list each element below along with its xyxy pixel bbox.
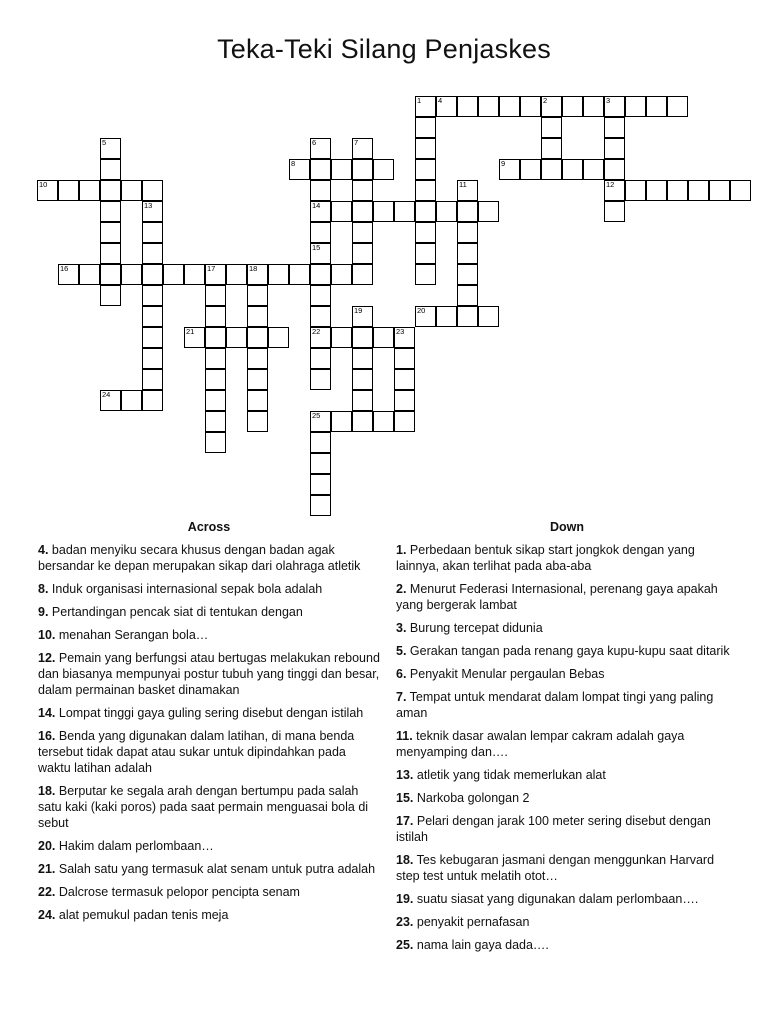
crossword-cell[interactable] [100,285,121,306]
crossword-cell[interactable] [541,138,562,159]
clue-number: 18. [38,784,56,798]
clue-text: Hakim dalam perlombaan… [55,839,214,853]
crossword-cell[interactable] [310,348,331,369]
crossword-cell[interactable] [331,264,352,285]
crossword-cell[interactable] [310,495,331,516]
crossword-cell[interactable] [79,264,100,285]
clue-number: 22. [38,885,56,899]
clue-number: 20. [38,839,56,853]
crossword-cell[interactable] [562,96,583,117]
clue-number: 17. [396,814,414,828]
cell-number: 10 [39,180,48,189]
crossword-cell[interactable] [205,285,226,306]
crossword-cell[interactable] [604,96,625,117]
across-clue [38,783,380,831]
crossword-cell[interactable] [142,327,163,348]
crossword-cell[interactable] [415,138,436,159]
crossword-cell[interactable] [247,285,268,306]
clue-text: badan menyiku secara khusus dengan badan agak bersandar ke depan merupakan sikap dari olahraga atletik [38,543,361,573]
crossword-cell[interactable] [625,96,646,117]
crossword-cell[interactable] [247,348,268,369]
crossword-cell[interactable] [100,180,121,201]
down-clue [396,852,738,884]
crossword-cell[interactable] [205,306,226,327]
down-clue [396,914,738,930]
crossword-cell[interactable] [415,264,436,285]
crossword-cell[interactable] [142,348,163,369]
cell-number: 6 [312,138,317,147]
crossword-cell[interactable] [310,222,331,243]
clue-text: Perbedaan bentuk sikap start jongkok dengan yang lainnya, akan terlihat pada aba-aba [396,543,695,573]
crossword-cell[interactable] [352,138,373,159]
crossword-cell[interactable] [415,117,436,138]
cell-number: 16 [60,264,69,273]
clue-text: Pelari dengan jarak 100 meter sering disebut dengan istilah [396,814,711,844]
crossword-cell[interactable] [142,201,163,222]
crossword-cell[interactable] [499,96,520,117]
clue-text: menahan Serangan bola… [55,628,209,642]
crossword-cell[interactable] [709,180,730,201]
clue-number: 24. [38,908,56,922]
crossword-cell[interactable] [310,411,331,432]
crossword-cell[interactable] [478,306,499,327]
crossword-cell[interactable] [562,159,583,180]
crossword-cell[interactable] [604,201,625,222]
clue-text: Berputar ke segala arah dengan bertumpu pada salah satu kaki (kaki poros) pada saat permain menguasai bola di sebut [38,784,369,830]
clue-number: 4. [38,543,49,557]
clue-number: 19. [396,892,414,906]
crossword-cell[interactable] [373,327,394,348]
cell-number: 7 [354,138,359,147]
crossword-cell[interactable] [394,369,415,390]
clue-number: 10. [38,628,56,642]
crossword-cell[interactable] [415,159,436,180]
clue-number: 14. [38,706,56,720]
crossword-cell[interactable] [247,306,268,327]
crossword-cell[interactable] [331,159,352,180]
crossword-cell[interactable] [121,264,142,285]
crossword-cell[interactable] [646,96,667,117]
clue-text: teknik dasar awalan lempar cakram adalah gaya menyamping dan…. [396,729,685,759]
crossword-cell[interactable] [142,369,163,390]
clue-number: 7. [396,690,407,704]
cell-number: 2 [543,96,548,105]
clue-number: 2. [396,582,407,596]
crossword-cell[interactable] [310,369,331,390]
crossword-cell[interactable] [247,327,268,348]
crossword-cell[interactable] [289,159,310,180]
clue-number: 13. [396,768,414,782]
crossword-cell[interactable] [289,264,310,285]
crossword-cell[interactable] [310,474,331,495]
crossword-cell[interactable] [394,201,415,222]
crossword-cell[interactable] [142,222,163,243]
cell-number: 23 [396,327,405,336]
crossword-cell[interactable] [310,243,331,264]
crossword-cell[interactable] [100,390,121,411]
crossword-cell[interactable] [394,411,415,432]
crossword-cell[interactable] [310,180,331,201]
clue-number: 18. [396,853,414,867]
crossword-cell[interactable] [352,327,373,348]
crossword-cell[interactable] [394,327,415,348]
crossword-cell[interactable] [331,327,352,348]
crossword-cell[interactable] [415,96,436,117]
clue-text: Gerakan tangan pada renang gaya kupu-kupu saat ditarik [406,644,730,658]
clue-text: alat pemukul padan tenis meja [55,908,229,922]
crossword-cell[interactable] [541,159,562,180]
cell-number: 24 [102,390,111,399]
down-clue [396,891,738,907]
crossword-cell[interactable] [310,306,331,327]
crossword-cell[interactable] [352,243,373,264]
clue-number: 11. [396,729,413,743]
crossword-cell[interactable] [205,348,226,369]
crossword-cell[interactable] [310,138,331,159]
crossword-cell[interactable] [247,390,268,411]
down-clue [396,620,738,636]
cell-number: 21 [186,327,195,336]
crossword-cell[interactable] [163,264,184,285]
crossword-cell[interactable] [310,432,331,453]
crossword-grid [0,0,768,500]
crossword-cell[interactable] [226,264,247,285]
clue-number: 8. [38,582,49,596]
clue-text: Lompat tinggi gaya guling sering disebut dengan istilah [55,706,364,720]
crossword-cell[interactable] [352,390,373,411]
clue-text: atletik yang tidak memerlukan alat [413,768,606,782]
down-clues [396,520,738,960]
across-heading: Across [187,520,231,534]
cell-number: 17 [207,264,216,273]
crossword-cell[interactable] [667,96,688,117]
crossword-cell[interactable] [373,411,394,432]
across-clue [38,581,380,597]
cell-number: 22 [312,327,321,336]
crossword-cell[interactable] [352,369,373,390]
clue-text: Induk organisasi internasional sepak bola adalah [48,582,323,596]
across-clue [38,627,380,643]
crossword-cell[interactable] [646,180,667,201]
crossword-cell[interactable] [352,306,373,327]
crossword-cell[interactable] [352,411,373,432]
crossword-cell[interactable] [310,201,331,222]
crossword-cell[interactable] [142,180,163,201]
across-clue [38,907,380,923]
down-clue [396,790,738,806]
across-clues [38,520,380,930]
clue-number: 9. [38,605,49,619]
down-clue [396,689,738,721]
crossword-cell[interactable] [142,243,163,264]
across-clue [38,838,380,854]
crossword-cell[interactable] [100,159,121,180]
crossword-cell[interactable] [310,159,331,180]
clue-text: Tes kebugaran jasmani dengan menggunkan Harvard step test untuk melatih otot… [396,853,715,883]
clue-number: 16. [38,729,56,743]
crossword-cell[interactable] [352,159,373,180]
crossword-cell[interactable] [499,159,520,180]
crossword-cell[interactable] [58,180,79,201]
down-clue [396,581,738,613]
crossword-cell[interactable] [247,411,268,432]
down-heading: Down [549,520,585,534]
crossword-cell[interactable] [331,411,352,432]
crossword-cell[interactable] [184,327,205,348]
crossword-cell[interactable] [352,180,373,201]
clue-number: 5. [396,644,407,658]
cell-number: 15 [312,243,321,252]
crossword-cell[interactable] [457,306,478,327]
crossword-cell[interactable] [667,180,688,201]
across-clue [38,884,380,900]
crossword-cell[interactable] [142,390,163,411]
clue-text: Pertandingan pencak siat di tentukan dengan [48,605,303,619]
crossword-cell[interactable] [205,264,226,285]
crossword-cell[interactable] [520,96,541,117]
crossword-cell[interactable] [604,117,625,138]
crossword-cell[interactable] [604,138,625,159]
clue-number: 12. [38,651,56,665]
clue-text: Dalcrose termasuk pelopor pencipta senam [55,885,300,899]
down-clue [396,728,738,760]
crossword-cell[interactable] [415,306,436,327]
crossword-cell[interactable] [79,180,100,201]
cell-number: 18 [249,264,258,273]
across-clue [38,604,380,620]
crossword-cell[interactable] [541,96,562,117]
clue-number: 6. [396,667,407,681]
crossword-cell[interactable] [583,96,604,117]
crossword-cell[interactable] [205,369,226,390]
crossword-cell[interactable] [352,222,373,243]
down-clue [396,666,738,682]
clue-text: Penyakit Menular pergaulan Bebas [406,667,605,681]
crossword-cell[interactable] [457,222,478,243]
crossword-cell[interactable] [373,159,394,180]
cell-number: 11 [459,180,467,189]
crossword-cell[interactable] [100,222,121,243]
crossword-cell[interactable] [457,180,478,201]
crossword-cell[interactable] [268,264,289,285]
crossword-cell[interactable] [688,180,709,201]
cell-number: 14 [312,201,321,210]
clue-text: Pemain yang berfungsi atau bertugas melakukan rebound dan biasanya mempunyai postur tubuh yang tinggi dan besar, dalam permainan basket dinamakan [38,651,380,697]
crossword-cell[interactable] [310,453,331,474]
crossword-cell[interactable] [625,180,646,201]
crossword-cell[interactable] [436,306,457,327]
crossword-cell[interactable] [142,264,163,285]
crossword-cell[interactable] [121,180,142,201]
crossword-cell[interactable] [268,327,289,348]
across-clue [38,728,380,776]
crossword-cell[interactable] [373,201,394,222]
crossword-cell[interactable] [457,201,478,222]
crossword-cell[interactable] [415,201,436,222]
cell-number: 19 [354,306,363,315]
down-clue [396,542,738,574]
clue-number: 21. [38,862,56,876]
cell-number: 9 [501,159,506,168]
crossword-cell[interactable] [457,243,478,264]
down-clue [396,643,738,659]
crossword-cell[interactable] [352,201,373,222]
cell-number: 1 [417,96,422,105]
crossword-cell[interactable] [478,201,499,222]
clue-text: Narkoba golongan 2 [413,791,530,805]
crossword-cell[interactable] [205,432,226,453]
crossword-cell[interactable] [457,264,478,285]
crossword-cell[interactable] [37,180,58,201]
crossword-cell[interactable] [247,369,268,390]
crossword-cell[interactable] [310,327,331,348]
cell-number: 20 [417,306,426,315]
crossword-cell[interactable] [415,222,436,243]
cell-number: 12 [606,180,615,189]
crossword-cell[interactable] [604,180,625,201]
crossword-cell[interactable] [457,96,478,117]
clue-number: 15. [396,791,414,805]
clue-number: 1. [396,543,407,557]
crossword-cell[interactable] [352,348,373,369]
clue-text: Tempat untuk mendarat dalam lompat tingi yang paling aman [396,690,714,720]
clue-text: penyakit pernafasan [413,915,530,929]
crossword-cell[interactable] [457,285,478,306]
crossword-cell[interactable] [121,390,142,411]
clue-text: Menurut Federasi Internasional, perenang gaya apakah yang bergerak lambat [396,582,718,612]
down-clue [396,813,738,845]
crossword-cell[interactable] [583,159,604,180]
clue-text: nama lain gaya dada…. [413,938,549,952]
crossword-cell[interactable] [394,390,415,411]
crossword-cell[interactable] [100,201,121,222]
cell-number: 3 [606,96,611,105]
clue-text: Burung tercepat didunia [406,621,543,635]
clue-text: Benda yang digunakan dalam latihan, di mana benda tersebut tidak dapat atau sukar untuk dipindahkan pada waktu latihan adalah [38,729,355,775]
crossword-cell[interactable] [415,243,436,264]
crossword-cell[interactable] [541,117,562,138]
crossword-cell[interactable] [100,243,121,264]
across-clue-list [38,542,380,923]
crossword-cell[interactable] [247,264,268,285]
clue-text: Salah satu yang termasuk alat senam untuk putra adalah [55,862,376,876]
down-clue [396,937,738,953]
crossword-cell[interactable] [310,264,331,285]
clue-number: 3. [396,621,407,635]
cell-number: 8 [291,159,296,168]
page-title: Teka-Teki Silang Penjaskes [217,34,551,64]
cell-number: 25 [312,411,321,420]
down-clue [396,767,738,783]
crossword-cell[interactable] [352,264,373,285]
crossword-cell[interactable] [415,180,436,201]
crossword-cell[interactable] [331,201,352,222]
crossword-cell[interactable] [100,264,121,285]
cell-number: 5 [102,138,107,147]
across-clue [38,705,380,721]
across-clue [38,650,380,698]
crossword-cell[interactable] [394,348,415,369]
clue-number: 25. [396,938,414,952]
crossword-cell[interactable] [520,159,541,180]
crossword-cell[interactable] [58,264,79,285]
crossword-cell[interactable] [184,264,205,285]
crossword-cell[interactable] [205,327,226,348]
crossword-cell[interactable] [310,285,331,306]
down-clue-list [396,542,738,953]
crossword-cell[interactable] [100,138,121,159]
crossword-cell[interactable] [226,327,247,348]
crossword-cell[interactable] [205,390,226,411]
clue-text: suatu siasat yang digunakan dalam perlombaan…. [413,892,699,906]
crossword-cell[interactable] [142,306,163,327]
crossword-cell[interactable] [436,201,457,222]
cell-number: 4 [438,96,443,105]
crossword-cell[interactable] [604,159,625,180]
crossword-cell[interactable] [436,96,457,117]
cell-number: 13 [144,201,153,210]
across-clue [38,542,380,574]
clue-number: 23. [396,915,414,929]
crossword-cell[interactable] [478,96,499,117]
across-clue [38,861,380,877]
crossword-cell[interactable] [142,285,163,306]
crossword-cell[interactable] [205,411,226,432]
crossword-cell[interactable] [730,180,751,201]
